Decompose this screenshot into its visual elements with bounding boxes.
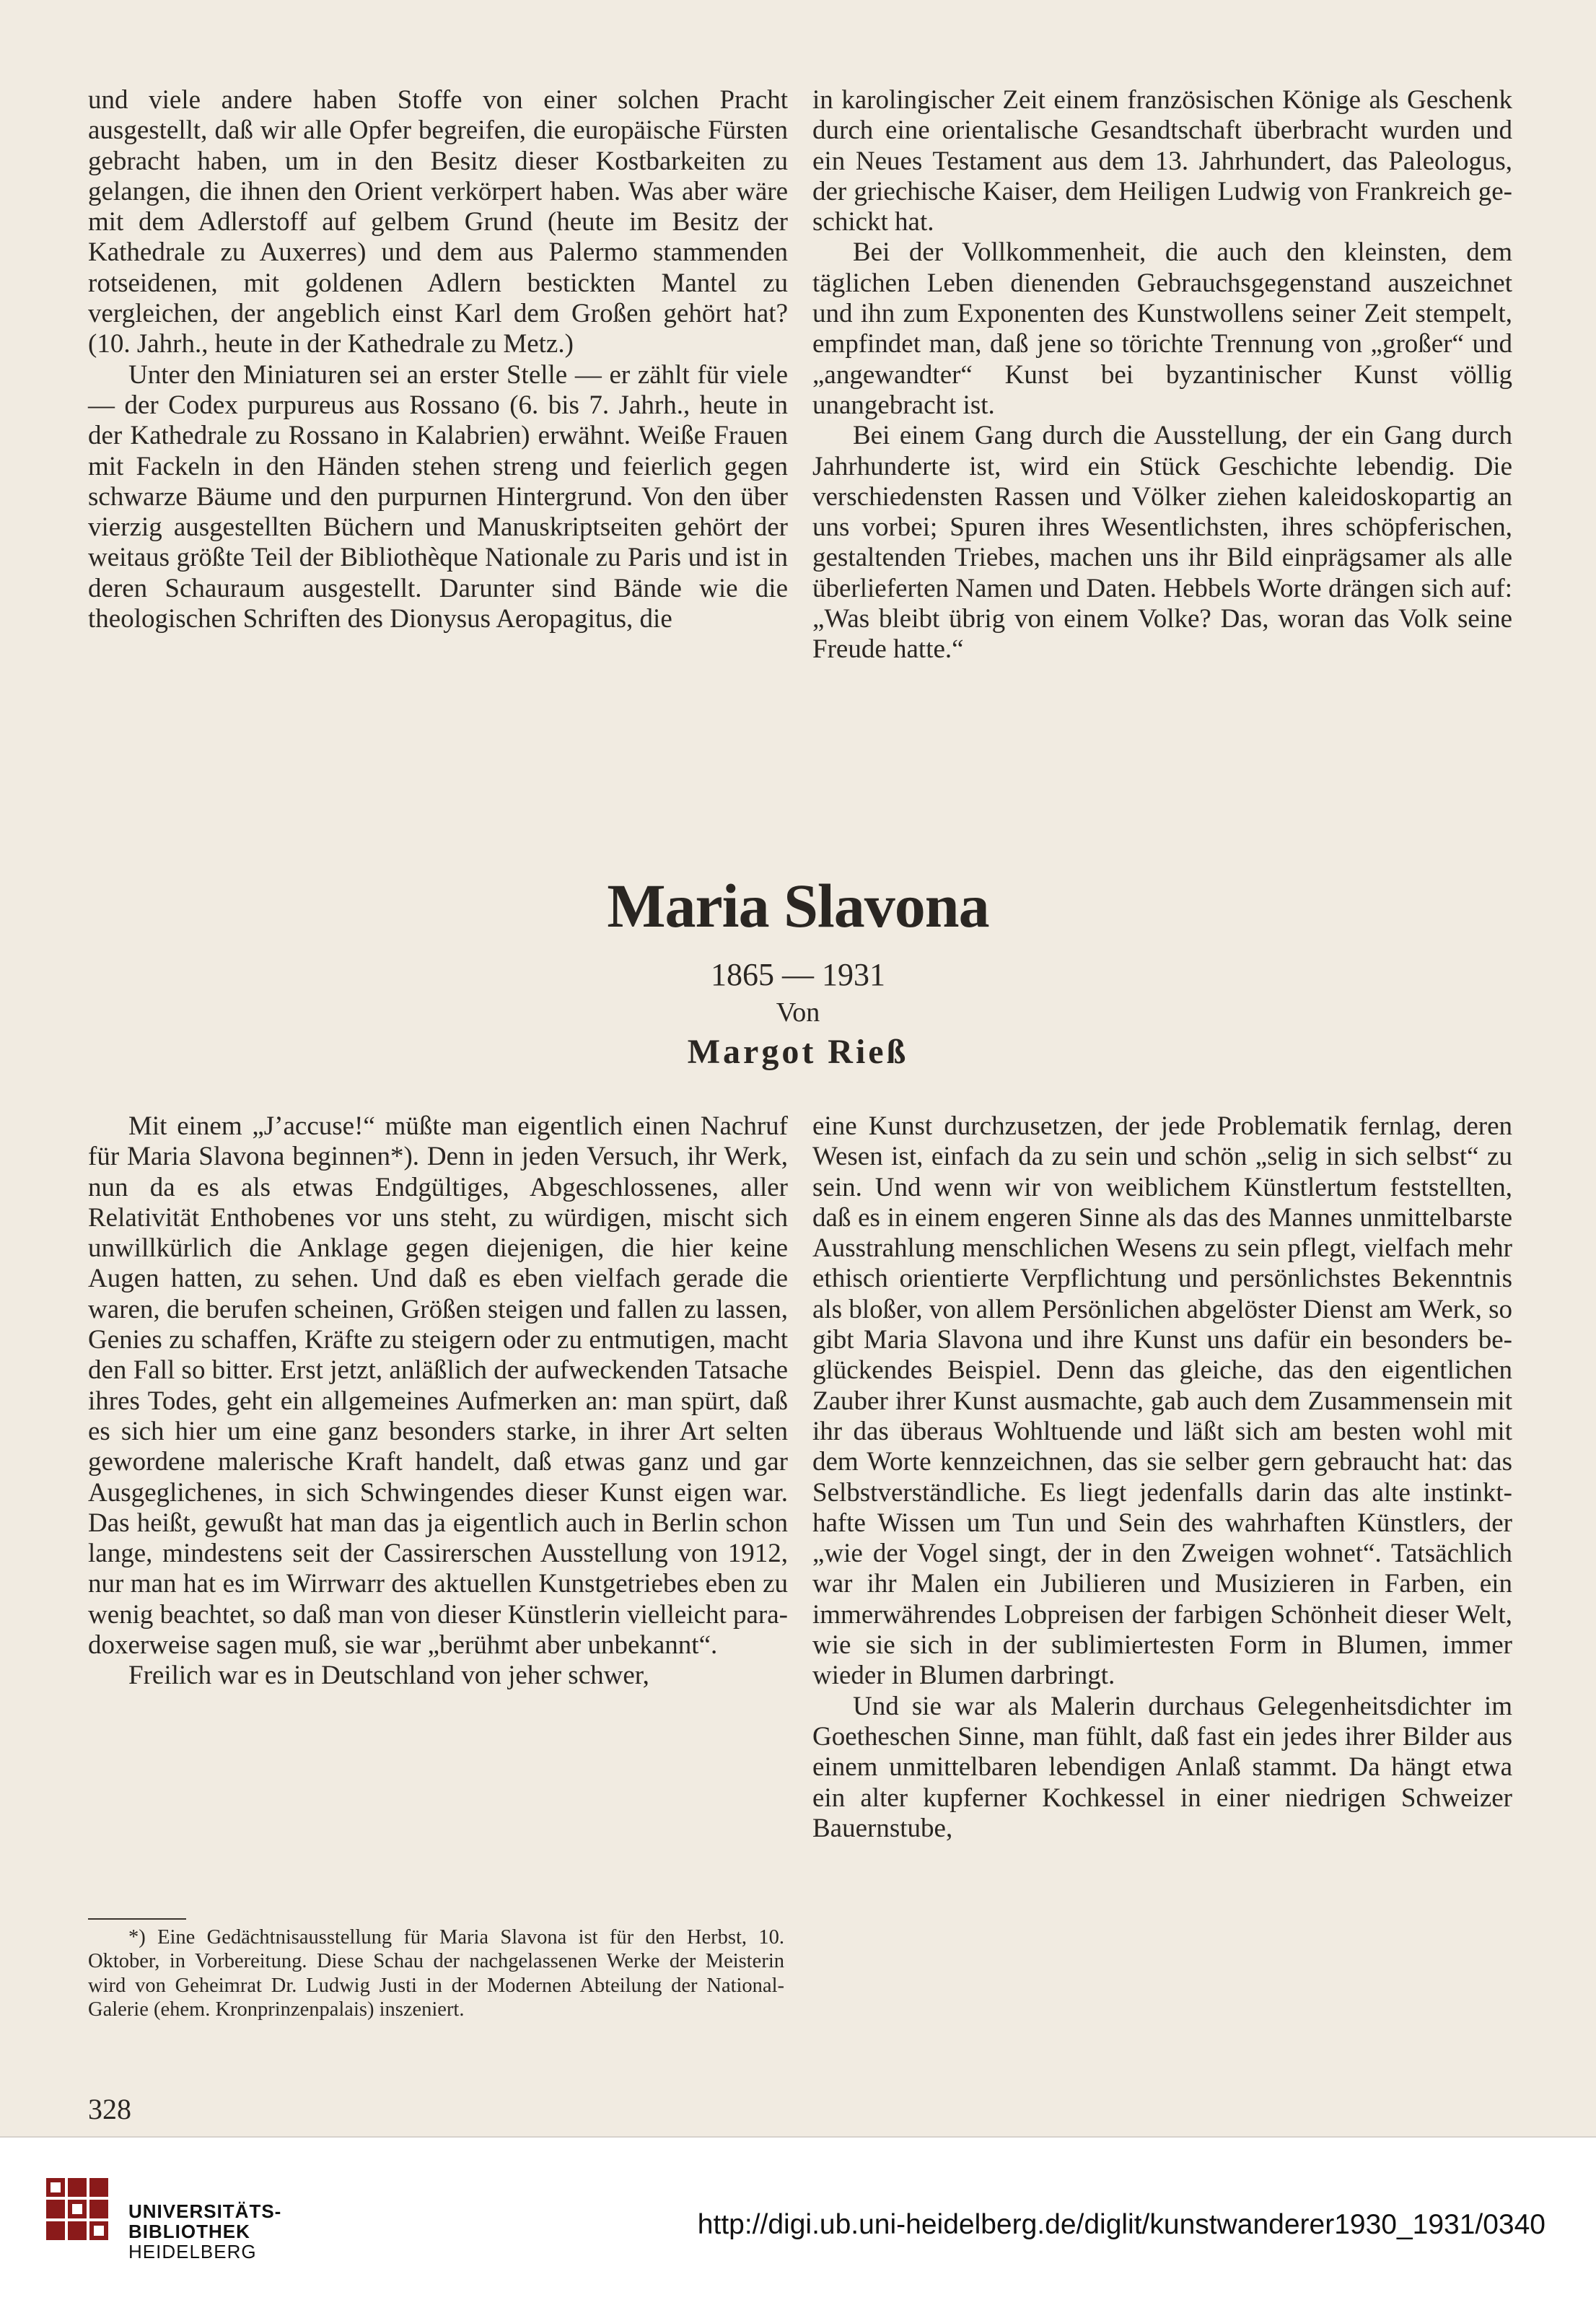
article-right-column xyxy=(812,1111,1512,1844)
top-left-paragraph-1: und viele andere haben Stoffe von einer solchen Pracht ausgestellt, daß wir alle Opfer begreifen, die europäische Fürsten gebracht haben, um in den Besitz dieser Kostbarkeiten zu gelangen, die ihnen den Orient verkörpert haben. Was aber wäre mit dem Adlerstoff auf gelbem Grund (heute im Besitz der Kathedrale zu Auxerres) und dem aus Palermo stammenden rotseidenen, mit goldenen Adlern bestickten Mantel zu vergleichen, der angeblich einst Karl dem Großen gehört hat? (10. Jahrh., heute in der Kathedrale zu Metz.) xyxy=(88,85,788,359)
top-left-paragraph-2: Unter den Miniaturen sei an erster Stelle — er zählt für viele — der Codex purpureus aus Rossano (6. bis 7. Jahrh., heute in der Kathedrale zu Rossano in Kalabrien) erwähnt. Weiße Frauen mit Fackeln in den Händen stehen streng und feierlich gegen schwarze Bäume und den purpurnen Hintergrund. Von den über vierzig ausgestellten Büchern und Manuskriptseiten gehört der weitaus größte Teil der Bibliothèque Nationale zu Paris und ist in deren Schauraum ausgestellt. Darunter sind Bände wie die theologischen Schriften des Dionysus Aeropagitus, die xyxy=(88,359,788,634)
article-byline-von: Von xyxy=(776,997,820,1028)
article-dates: 1865 — 1931 xyxy=(711,957,885,992)
library-name-line-3: HEIDELBERG xyxy=(128,2241,257,2262)
top-right-paragraph-2: Bei der Vollkommenheit, die auch den kleinsten, dem täglichen Leben dienenden Gebrauchsgegenstand auszeichnet und ihn zum Exponenten des Kunstwollens seiner Zeit stempelt, empfindet man, daß jene so törichte Trennung von „großer“ und „angewandter“ Kunst bei byzantinischer Kunst völlig unangebracht ist. xyxy=(812,237,1512,420)
article-left-paragraph-1: Mit einem „J’accuse!“ müßte man eigentlich einen Nachruf für Maria Slavona beginnen*). Denn in jeden Versuch, ihr Werk, nun da es als etwas Endgültiges, Abgeschlossenes, aller Relativität Enthobenes vor uns steht, zu würdigen, mischt sich unwillkürlich die Anklage gegen diejenigen, die hier keine Augen hatten, zu sehen. Und daß es eben vielfach gerade die waren, die berufen scheinen, Größen steigen und fallen zu lassen, Genies zu schaffen, Kräfte zu steigern oder zu entmutigen, macht den Fall so bitter. Erst jetzt, anläßlich der aufweckenden Tatsache ihres Todes, geht ein allgemeines Aufmerken an: man spürt, daß es sich hier um eine ganz besonders starke, in ihrer Art selten gewordene malerische Kraft handelt, daß etwas ganz und gar Ausgeglichenes, in sich Schwingendes dieser Kunst eigen war. Das heißt, gewußt hat man das ja eigentlich auch in Berlin schon lange, mindestens seit der Cassirerschen Ausstellung von 1912, nur man hat es im Wirrwarr des aktuellen Kunstgetriebes eben zu wenig beachtet, so daß man von dieser Künstlerin vielleicht paradoxerweise sagen muß, sie war „berühmt aber unbekannt“. xyxy=(88,1111,788,1661)
top-right-paragraph-3: Bei einem Gang durch die Ausstellung, der ein Gang durch Jahrhunderte ist, wird ein Stück Geschichte lebendig. Die verschiedensten Rassen und Völker ziehen kaleidoskopartig an uns vorbei; Spuren ihres Wesentlichsten, ihres schöpferischen, gestaltenden Triebes, machen uns ihr Bild einprägsamer als alle überlieferten Namen und Daten. Hebbels Worte drängen sich auf: „Was bleibt übrig von einem Volke? Das, woran das Volk seine Freude hatte.“ xyxy=(812,421,1512,665)
top-right-column xyxy=(812,85,1512,665)
article-author: Margot Rieß xyxy=(687,1033,909,1071)
article-title: Maria Slavona xyxy=(607,871,989,940)
library-name-line-1: UNIVERSITÄTS- xyxy=(128,2200,282,2222)
footnote xyxy=(88,1925,784,2022)
footnote-divider xyxy=(88,1918,186,1920)
university-library-logo-icon xyxy=(40,2172,113,2259)
article-left-paragraph-2: Freilich war es in Deutschland von jeher schwer, xyxy=(128,1661,649,1691)
top-left-column xyxy=(88,85,788,634)
footnote-text: *) Eine Gedächtnisausstellung für Maria Slavona ist für den Herbst, 10. Oktober, in Vorbereitung. Diese Schau der nachgelassenen Werke der Meisterin wird von Geheimrat Dr. Ludwig Justi in der Modernen Abteilung der National-Galerie (ehem. Kronprinzenpalais) inszeniert. xyxy=(88,1926,784,2021)
top-right-paragraph-1: in karolingischer Zeit einem französischen Könige als Geschenk durch eine orientalische Gesandtschaft überbracht wurden und ein Neues Testament aus dem 13. Jahrhundert, das Paleologus, der griechische Kaiser, dem Heiligen Ludwig von Frankreich geschickt hat. xyxy=(812,85,1512,237)
page-number: 328 xyxy=(88,2093,131,2125)
article-left-column xyxy=(88,1111,788,1692)
article-right-paragraph-2: Und sie war als Malerin durchaus Gelegenheitsdichter im Goetheschen Sinne, man fühlt, daß fast ein jedes ihrer Bilder aus einem unmittelbaren lebendigen Anlaß stammt. Da hängt etwa ein alter kupferner Kochkessel in einer niedrigen Schweizer Bauernstube, xyxy=(812,1691,1512,1843)
digitization-footer xyxy=(0,2136,1596,2300)
digitization-url-link[interactable]: http://digi.ub.uni-heidelberg.de/diglit/kunstwanderer1930_1931/0340 xyxy=(697,2209,1545,2240)
article-right-paragraph-1: eine Kunst durchzusetzen, der jede Problematik fernlag, deren Wesen ist, einfach da zu sein und schön „selig in sich selbst“ zu sein. Und wenn wir von weiblichem Künstlertum feststellten, daß es in einem engeren Sinne als das des Mannes unmittelbarste Ausstrahlung menschlichen Wesens zu sein pflegt, vielfach mehr ethisch orientierte Verpflichtung und persönlichstes Bekenntnis als bloßer, von allem Persönlichen abgelöster Dienst am Werk, so gibt Maria Slavona und ihre Kunst uns dafür ein besonders beglückendes Beispiel. Denn das gleiche, das den eigentlichen Zauber ihrer Kunst ausmachte, gab auch dem Zusammensein mit ihr das überaus Wohltuende und läßt sich am besten wohl mit dem Worte kennzeichnen, das sie selber gern gebraucht hat: das Selbstverständliche. Es liegt jedenfalls darin das alte instinkthafte Wissen um Tun und Sein des wahrhaften Künstlers, der „wie der Vogel singt, der in den Zweigen wohnet“. Tatsächlich war ihr Malen ein Jubilieren und Musizieren in Farben, ein immerwährendes Lobpreisen der farbigen Schönheit dieser Welt, wie sie sich in der sublimiertesten Form in Blumen, immer wieder in Blumen darbringt. xyxy=(812,1111,1512,1691)
library-name-line-2: BIBLIOTHEK xyxy=(128,2221,250,2242)
